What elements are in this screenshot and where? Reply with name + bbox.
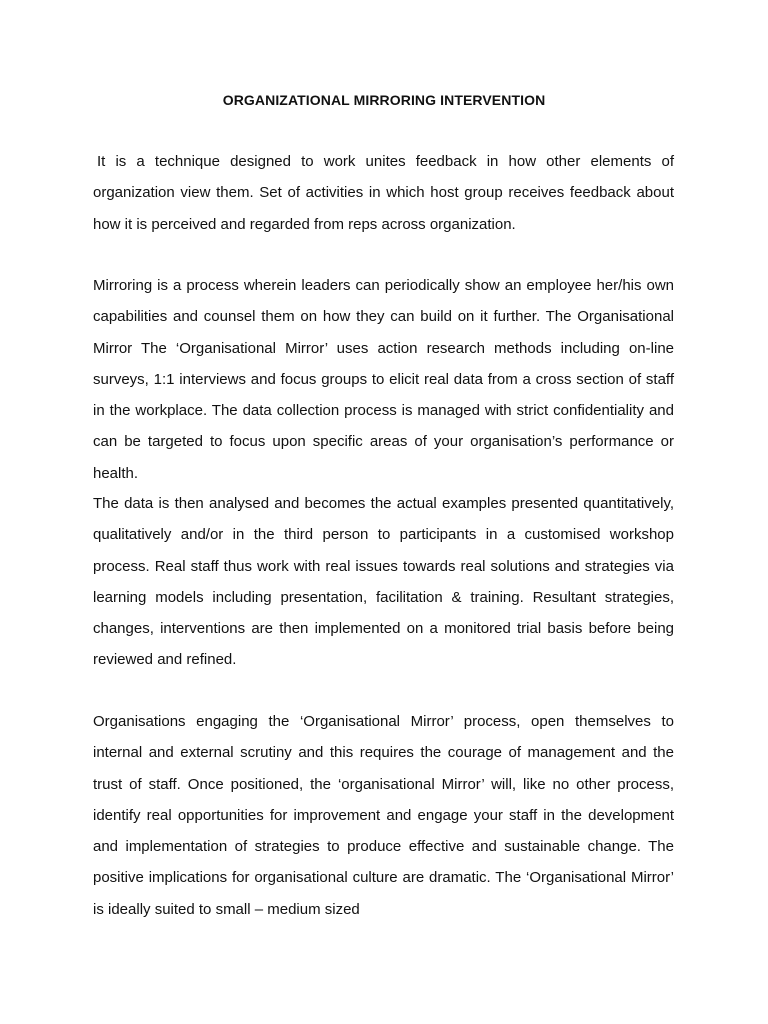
paragraph-data-analysis: The data is then analysed and becomes the actual examples presented quantitatively, qualitatively and/or in the third person to participants in a customised workshop process. Real staff thus work with real issues towards real solutions and strategies via learning models including presentation, facilitation & training. Resultant strategies, changes, interventions are then implemented on a monitored trial basis before being reviewed and refined. — [93, 495, 674, 669]
paragraph-mirroring-process: Mirroring is a process wherein leaders can periodically show an employee her/his own capabilities and counsel them on how they can build on it further. The Organisational Mirror The ‘Organisational Mirror’ uses action research methods including on-line surveys, 1:1 interviews and focus groups to elicit real data from a cross section of staff in the workplace. The data collection process is managed with strict confidentiality and can be targeted to focus upon specific areas of your organisation’s performance or health. — [93, 277, 674, 482]
document-title: ORGANIZATIONAL MIRRORING INTERVENTION — [222, 92, 546, 108]
paragraph-intro: It is a technique designed to work unites feedback in how other elements of organization view them. Set of activities in which host group receives feedback about how it is perceived and regarded from reps across organization. — [93, 153, 674, 233]
paragraph-organisations-engaging: Organisations engaging the ‘Organisational Mirror’ process, open themselves to internal and external scrutiny and this requires the courage of management and the trust of staff. Once positioned, the ‘organisational Mirror’ will, like no other process, identify real opportunities for improvement and engage your staff in the development and implementation of strategies to produce effective and sustainable change. The positive implications for organisational culture are dramatic. The ‘Organisational Mirror’ is ideally suited to small – medium sized — [93, 713, 674, 918]
